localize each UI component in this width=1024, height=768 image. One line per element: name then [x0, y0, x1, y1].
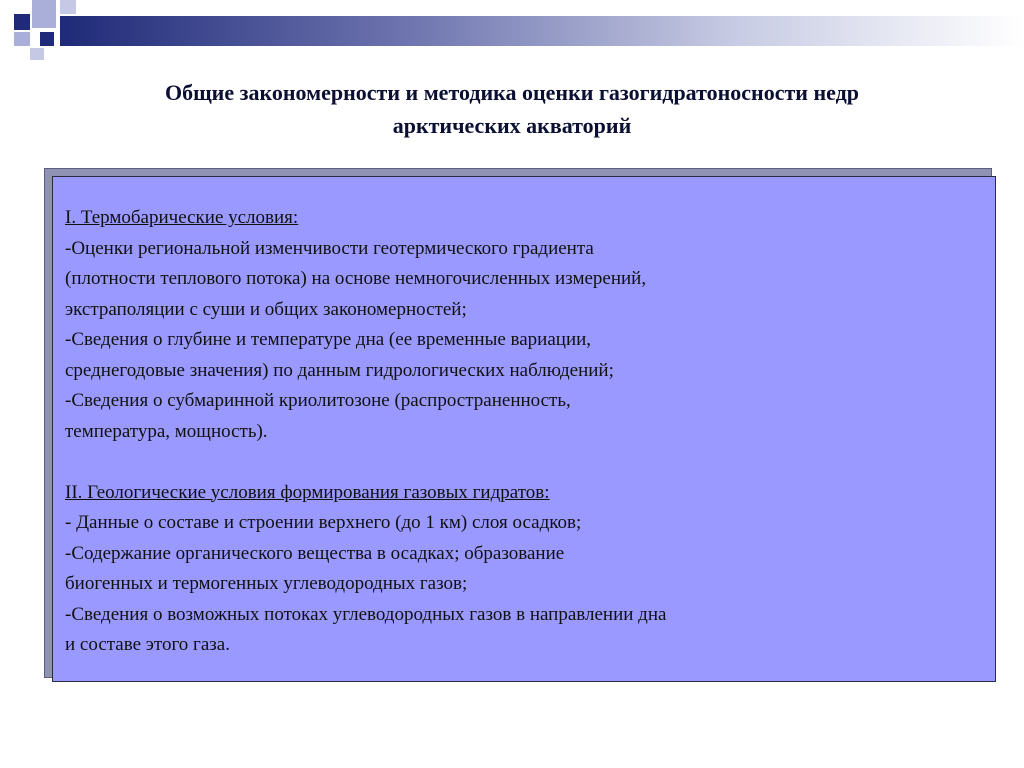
corner-square-navy-1: [14, 14, 30, 30]
header-gradient-bar: [60, 16, 1024, 46]
section-2-line: и составе этого газа.: [65, 634, 230, 655]
slide-title-line-1: Общие закономерности и методика оценки газогидратоносности недр: [165, 80, 859, 105]
section-1-line: среднегодовые значения) по данным гидрологических наблюдений;: [65, 359, 614, 381]
section-2-line: - Данные о составе и строении верхнего (до 1 км) слоя осадков;: [65, 512, 582, 533]
section-1-line: -Оценки региональной изменчивости геотермического градиента: [65, 237, 594, 259]
corner-square-lavender-4: [30, 48, 44, 60]
section-1-heading: I. Термобарические условия:: [65, 207, 299, 228]
section-spacer: [65, 447, 983, 478]
corner-square-lavender-1: [32, 0, 56, 28]
section-2-line: -Сведения о возможных потоках углеводородных газов в направлении дна: [65, 603, 667, 625]
section-1-line: экстраполяции с суши и общих закономерностей;: [65, 298, 467, 320]
corner-square-navy-2: [40, 32, 54, 46]
content-text: [65, 203, 983, 661]
corner-square-lavender-2: [14, 32, 30, 46]
section-1-line: -Сведения о субмаринной криолитозоне (распространенность,: [65, 390, 571, 411]
section-2-heading: II. Геологические условия формирования газовых гидратов:: [65, 481, 550, 503]
section-2-line: биогенных и термогенных углеводородных газов;: [65, 573, 468, 594]
slide-title-line-2: арктических акваторий: [392, 113, 632, 138]
corner-square-lavender-3: [60, 0, 76, 14]
section-2-line: -Содержание органического вещества в осадках; образование: [65, 542, 565, 564]
section-1-line: температура, мощность).: [65, 420, 268, 442]
slide-title: [40, 76, 984, 142]
content-panel: [52, 176, 996, 682]
section-1-line: -Сведения о глубине и температуре дна (ее временные вариации,: [65, 329, 592, 350]
section-1-line: (плотности теплового потока) на основе немногочисленных измерений,: [65, 268, 647, 289]
